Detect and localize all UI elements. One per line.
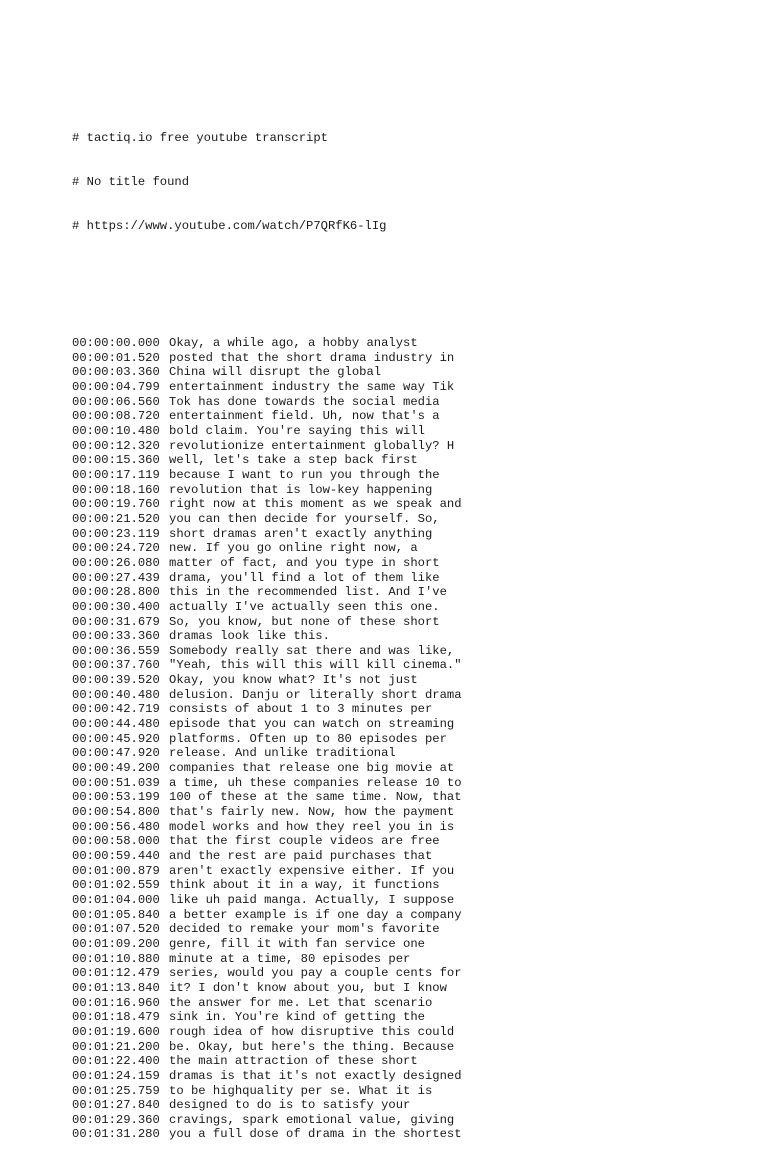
timestamp: 00:00:58.000 <box>72 834 160 849</box>
caption-text: Tok has done towards the social media <box>169 394 440 409</box>
caption-text: consists of about 1 to 3 minutes per <box>169 702 433 717</box>
caption-text: drama, you'll find a lot of them like <box>169 570 440 585</box>
transcript-line <box>72 702 462 717</box>
timestamp: 00:01:18.479 <box>72 1010 160 1025</box>
transcript-line <box>72 937 462 952</box>
transcript-line <box>72 849 462 864</box>
caption-text: a better example is if one day a company <box>169 907 462 922</box>
caption-text: that the first couple videos are free <box>169 834 440 849</box>
caption-text: posted that the short drama industry in <box>169 350 455 365</box>
timestamp: 00:00:45.920 <box>72 731 160 746</box>
timestamp: 00:00:31.679 <box>72 614 160 629</box>
caption-text: So, you know, but none of these short <box>169 614 440 629</box>
transcript-lines <box>72 336 462 1142</box>
transcript-line <box>72 512 462 527</box>
caption-text: Somebody really sat there and was like, <box>169 643 455 658</box>
caption-text: new. If you go online right now, a <box>169 541 418 556</box>
timestamp: 00:00:17.119 <box>72 467 160 482</box>
caption-text: minute at a time, 80 episodes per <box>169 951 411 966</box>
transcript-line <box>72 790 462 805</box>
timestamp: 00:01:12.479 <box>72 966 160 981</box>
timestamp: 00:00:08.720 <box>72 409 160 424</box>
caption-text: actually I've actually seen this one. <box>169 599 440 614</box>
caption-text: companies that release one big movie at <box>169 761 455 776</box>
transcript-line <box>72 922 462 937</box>
transcript-line <box>72 1040 462 1055</box>
transcript-line <box>72 981 462 996</box>
transcript-line <box>72 776 462 791</box>
timestamp: 00:00:53.199 <box>72 790 160 805</box>
caption-text: Okay, you know what? It's not just <box>169 673 418 688</box>
caption-text: you can then decide for yourself. So, <box>169 511 440 526</box>
caption-text: think about it in a way, it functions <box>169 878 440 893</box>
caption-text: revolution that is low-key happening <box>169 482 433 497</box>
caption-text: episode that you can watch on streaming <box>169 717 455 732</box>
caption-text: the answer for me. Let that scenario <box>169 995 433 1010</box>
transcript-line <box>72 453 462 468</box>
transcript-line <box>72 1025 462 1040</box>
caption-text: model works and how they reel you in is <box>169 819 455 834</box>
transcript-line <box>72 585 462 600</box>
caption-text: to be highquality per se. What it is <box>169 1083 433 1098</box>
transcript-line <box>72 571 462 586</box>
timestamp: 00:01:04.000 <box>72 892 160 907</box>
timestamp: 00:00:24.720 <box>72 541 160 556</box>
transcript-line <box>72 908 462 923</box>
timestamp: 00:01:09.200 <box>72 936 160 951</box>
timestamp: 00:00:33.360 <box>72 629 160 644</box>
transcript-line <box>72 468 462 483</box>
timestamp: 00:00:00.000 <box>72 336 160 351</box>
timestamp: 00:00:10.480 <box>72 423 160 438</box>
caption-text: matter of fact, and you type in short <box>169 555 440 570</box>
header-spacer <box>72 292 462 307</box>
timestamp: 00:00:19.760 <box>72 497 160 512</box>
caption-text: platforms. Often up to 80 episodes per <box>169 731 447 746</box>
transcript-line <box>72 351 462 366</box>
timestamp: 00:00:54.800 <box>72 805 160 820</box>
timestamp: 00:00:26.080 <box>72 555 160 570</box>
transcript-line <box>72 541 462 556</box>
transcript-line <box>72 527 462 542</box>
caption-text: short dramas aren't exactly anything <box>169 526 433 541</box>
caption-text: it? I don't know about you, but I know <box>169 980 447 995</box>
caption-text: designed to do is to satisfy your <box>169 1098 411 1113</box>
transcript-line <box>72 893 462 908</box>
timestamp: 00:00:39.520 <box>72 673 160 688</box>
caption-text: delusion. Danju or literally short drama <box>169 687 462 702</box>
header-line-source: # tactiq.io free youtube transcript <box>72 130 328 145</box>
timestamp: 00:00:42.719 <box>72 702 160 717</box>
timestamp: 00:01:22.400 <box>72 1054 160 1069</box>
timestamp: 00:00:47.920 <box>72 746 160 761</box>
timestamp: 00:01:10.880 <box>72 951 160 966</box>
transcript-line <box>72 600 462 615</box>
caption-text: right now at this moment as we speak and <box>169 497 462 512</box>
transcript-line <box>72 615 462 630</box>
transcript-line <box>72 439 462 454</box>
caption-text: like uh paid manga. Actually, I suppose <box>169 892 455 907</box>
transcript-line <box>72 834 462 849</box>
header-line-title: # No title found <box>72 174 190 189</box>
caption-text: genre, fill it with fan service one <box>169 936 425 951</box>
transcript-line <box>72 409 462 424</box>
timestamp: 00:00:03.360 <box>72 365 160 380</box>
timestamp: 00:00:37.760 <box>72 658 160 673</box>
transcript-line <box>72 717 462 732</box>
transcript-line <box>72 483 462 498</box>
caption-text: sink in. You're kind of getting the <box>169 1010 425 1025</box>
caption-text: aren't exactly expensive either. If you <box>169 863 455 878</box>
transcript-line <box>72 1069 462 1084</box>
caption-text: China will disrupt the global <box>169 365 382 380</box>
timestamp: 00:01:19.600 <box>72 1024 160 1039</box>
caption-text: this in the recommended list. And I've <box>169 585 447 600</box>
timestamp: 00:01:27.840 <box>72 1098 160 1113</box>
caption-text: bold claim. You're saying this will <box>169 423 425 438</box>
transcript-document <box>72 72 462 1171</box>
caption-text: series, would you pay a couple cents for <box>169 966 462 981</box>
timestamp: 00:01:13.840 <box>72 980 160 995</box>
caption-text: decided to remake your mom's favorite <box>169 922 440 937</box>
timestamp: 00:00:27.439 <box>72 570 160 585</box>
timestamp: 00:00:44.480 <box>72 717 160 732</box>
timestamp: 00:00:23.119 <box>72 526 160 541</box>
timestamp: 00:01:00.879 <box>72 863 160 878</box>
transcript-line <box>72 380 462 395</box>
timestamp: 00:01:16.960 <box>72 995 160 1010</box>
timestamp: 00:00:30.400 <box>72 599 160 614</box>
transcript-line <box>72 1010 462 1025</box>
caption-text: dramas is that it's not exactly designed <box>169 1068 462 1083</box>
transcript-line <box>72 996 462 1011</box>
caption-text: and the rest are paid purchases that <box>169 849 433 863</box>
caption-text: cravings, spark emotional value, giving <box>169 1112 455 1127</box>
transcript-line <box>72 365 462 380</box>
caption-text: entertainment industry the same way Tik <box>169 380 455 394</box>
timestamp: 00:00:01.520 <box>72 350 160 365</box>
transcript-line <box>72 688 462 703</box>
transcript-line <box>72 497 462 512</box>
caption-text: you a full dose of drama in the shortest <box>169 1127 462 1142</box>
transcript-header <box>72 101 462 262</box>
transcript-line <box>72 556 462 571</box>
transcript-line <box>72 1127 462 1142</box>
transcript-line <box>72 761 462 776</box>
timestamp: 00:00:49.200 <box>72 761 160 776</box>
transcript-line <box>72 424 462 439</box>
transcript-line <box>72 864 462 879</box>
transcript-line <box>72 952 462 967</box>
timestamp: 00:01:02.559 <box>72 878 160 893</box>
timestamp: 00:00:15.360 <box>72 453 160 468</box>
transcript-line <box>72 878 462 893</box>
transcript-line <box>72 1054 462 1069</box>
timestamp: 00:01:07.520 <box>72 922 160 937</box>
timestamp: 00:00:21.520 <box>72 511 160 526</box>
caption-text: Okay, a while ago, a hobby analyst <box>169 336 418 351</box>
transcript-line <box>72 629 462 644</box>
caption-text: a time, uh these companies release 10 to <box>169 775 462 790</box>
caption-text: revolutionize entertainment globally? H <box>169 438 455 453</box>
transcript-line <box>72 1113 462 1128</box>
transcript-line <box>72 644 462 659</box>
header-line-url: # https://www.youtube.com/watch/P7QRfK6-lIg <box>72 218 387 233</box>
transcript-line <box>72 746 462 761</box>
caption-text: be. Okay, but here's the thing. Because <box>169 1039 455 1054</box>
transcript-line <box>72 805 462 820</box>
caption-text: the main attraction of these short <box>169 1054 418 1069</box>
timestamp: 00:00:40.480 <box>72 687 160 702</box>
timestamp: 00:00:04.799 <box>72 380 160 394</box>
timestamp: 00:01:05.840 <box>72 907 160 922</box>
timestamp: 00:00:51.039 <box>72 775 160 790</box>
transcript-line <box>72 658 462 673</box>
transcript-line <box>72 966 462 981</box>
transcript-line <box>72 1084 462 1099</box>
timestamp: 00:01:31.280 <box>72 1127 160 1142</box>
caption-text: release. And unlike traditional <box>169 746 396 761</box>
transcript-line <box>72 673 462 688</box>
transcript-line <box>72 1098 462 1113</box>
caption-text: because I want to run you through the <box>169 467 440 482</box>
timestamp: 00:00:12.320 <box>72 438 160 453</box>
timestamp: 00:01:29.360 <box>72 1112 160 1127</box>
timestamp: 00:01:21.200 <box>72 1039 160 1054</box>
timestamp: 00:00:28.800 <box>72 585 160 600</box>
transcript-line <box>72 732 462 747</box>
timestamp: 00:01:24.159 <box>72 1068 160 1083</box>
transcript-line <box>72 336 462 351</box>
caption-text: well, let's take a step back first <box>169 453 418 468</box>
transcript-line <box>72 820 462 835</box>
timestamp: 00:01:25.759 <box>72 1083 160 1098</box>
timestamp: 00:00:06.560 <box>72 394 160 409</box>
caption-text: that's fairly new. Now, how the payment <box>169 805 455 820</box>
caption-text: rough idea of how disruptive this could <box>169 1024 455 1039</box>
transcript-line <box>72 395 462 410</box>
timestamp: 00:00:59.440 <box>72 849 160 863</box>
caption-text: dramas look like this. <box>169 629 330 644</box>
timestamp: 00:00:36.559 <box>72 643 160 658</box>
timestamp: 00:00:56.480 <box>72 819 160 834</box>
caption-text: 100 of these at the same time. Now, that <box>169 790 462 805</box>
caption-text: entertainment field. Uh, now that's a <box>169 409 440 424</box>
timestamp: 00:00:18.160 <box>72 482 160 497</box>
caption-text: "Yeah, this will this will kill cinema." <box>169 658 462 673</box>
